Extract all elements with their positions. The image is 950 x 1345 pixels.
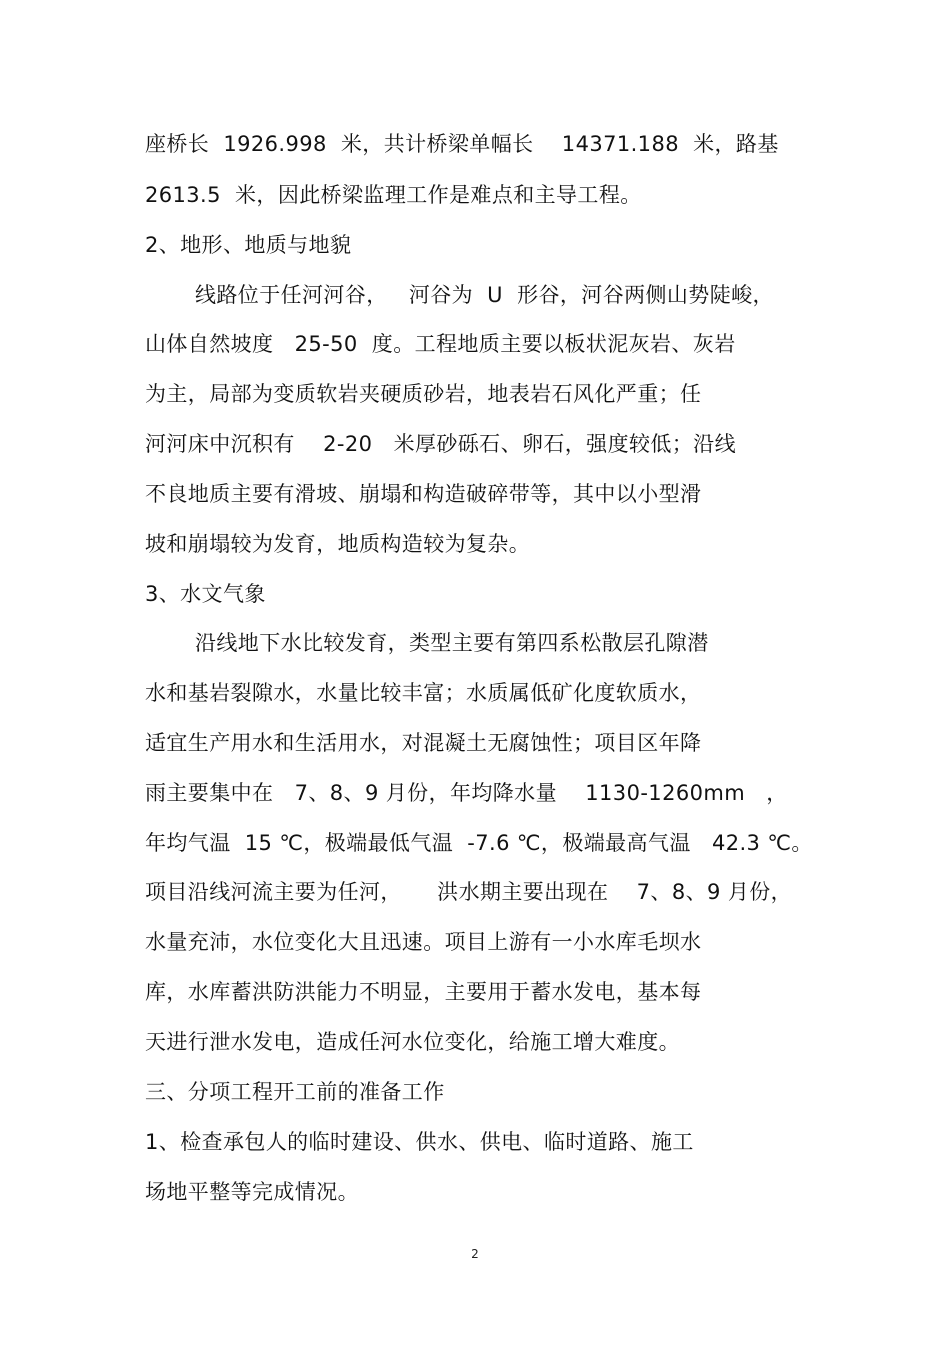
body-text-line: 水量充沛，水位变化大且迅速。项目上游有一小水库毛坝水: [145, 930, 702, 954]
body-text-line: 1、检查承包人的临时建设、供水、供电、临时道路、施工: [145, 1130, 694, 1154]
body-text-line: 山体自然坡度 25-50 度。工程地质主要以板状泥灰岩、灰岩: [145, 332, 736, 356]
body-text-line: 2613.5 米，因此桥梁监理工作是难点和主导工程。: [145, 183, 642, 207]
body-text-line: 水和基岩裂隙水，水量比较丰富；水质属低矿化度软质水，: [145, 681, 702, 705]
section-heading: 三、分项工程开工前的准备工作: [145, 1080, 445, 1104]
body-text-line: 不良地质主要有滑坡、崩塌和构造破碎带等，其中以小型滑: [145, 482, 702, 506]
body-text-line: 雨主要集中在 7、8、9 月份，年均降水量 1130-1260mm ，: [145, 781, 788, 805]
section-heading: 2、地形、地质与地貌: [145, 233, 352, 257]
body-text-line: 场地平整等完成情况。: [145, 1180, 359, 1204]
body-text-line: 年均气温 15 ℃，极端最低气温 -7.6 ℃，极端最高气温 42.3 ℃。: [145, 831, 813, 855]
section-heading: 3、水文气象: [145, 582, 266, 606]
body-text-line: 为主，局部为变质软岩夹硬质砂岩，地表岩石风化严重；任: [145, 382, 702, 406]
body-text-line: 沿线地下水比较发育，类型主要有第四系松散层孔隙潜: [195, 631, 709, 655]
body-text-line: 适宜生产用水和生活用水，对混凝土无腐蚀性；项目区年降: [145, 731, 702, 755]
body-text-line: 天进行泄水发电，造成任河水位变化，给施工增大难度。: [145, 1030, 680, 1054]
page-number: 2: [471, 1247, 479, 1261]
body-text-line: 坡和崩塌较为发育，地质构造较为复杂。: [145, 532, 531, 556]
body-text-line: 项目沿线河流主要为任河， 洪水期主要出现在 7、8、9 月份，: [145, 880, 793, 904]
body-text-line: 座桥长 1926.998 米，共计桥梁单幅长 14371.188 米，路基: [145, 132, 779, 156]
body-text-line: 河河床中沉积有 2-20 米厚砂砾石、卵石，强度较低；沿线: [145, 432, 736, 456]
body-text-line: 线路位于任河河谷， 河谷为 U 形谷，河谷两侧山势陡峻，: [195, 283, 774, 307]
body-text-line: 库，水库蓄洪防洪能力不明显，主要用于蓄水发电，基本每: [145, 980, 702, 1004]
